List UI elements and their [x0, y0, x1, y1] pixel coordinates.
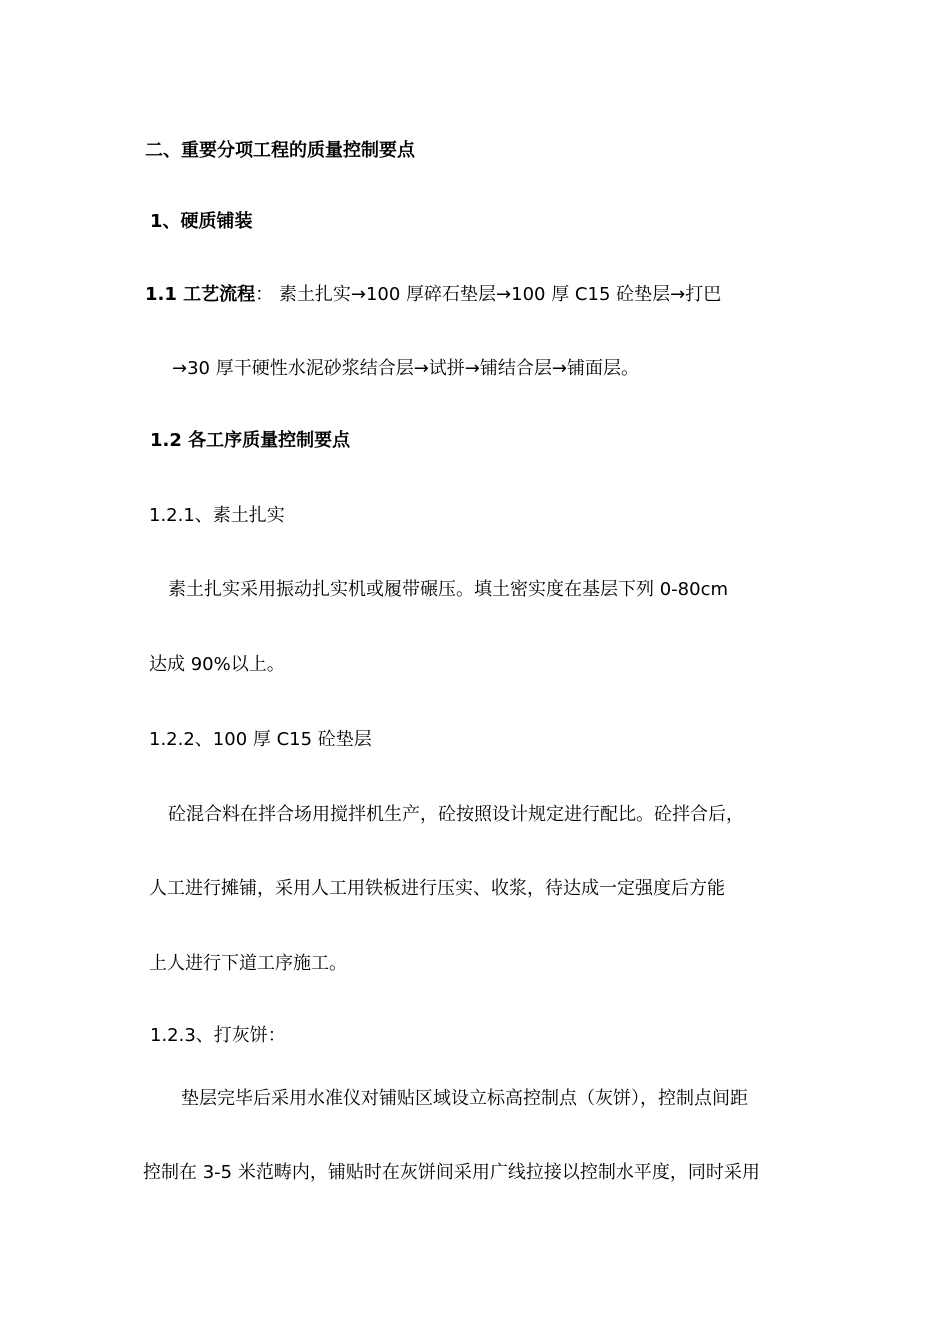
- item-1-2-2-paragraph-line: 上人进行下道工序施工。: [149, 953, 347, 974]
- process-label: 1.1 工艺流程: [145, 284, 256, 305]
- item-1-2-1-paragraph-line: 达成 90%以上。: [149, 654, 285, 675]
- process-text: 素土扎实→100 厚碎石垫层→100 厚 C15 砼垫层→打巴: [278, 284, 722, 305]
- item-1-2-3-paragraph-line: 垫层完毕后采用水准仪对铺贴区域设立标高控制点（灰饼），控制点间距: [181, 1088, 748, 1109]
- item-1-2-3-paragraph-line: 控制在 3-5 米范畴内，铺贴时在灰饼间采用广线拉接以控制水平度，同时采用: [143, 1162, 760, 1183]
- item-1-2-2-paragraph-line: 砼混合料在拌合场用搅拌机生产，砼按照设计规定进行配比。砼拌合后，: [168, 804, 744, 825]
- item-1-2-3-heading: 1.2.3、打灰饼：: [150, 1025, 286, 1046]
- process-line-1: [145, 283, 721, 307]
- item-1-2-2-paragraph-line: 人工进行摊铺，采用人工用铁板进行压实、收浆，待达成一定强度后方能: [149, 878, 725, 899]
- section-title: 二、重要分项工程的质量控制要点: [145, 140, 415, 161]
- subsection-title: 1、硬质铺装: [150, 211, 253, 232]
- process-line-2: →30 厚干硬性水泥砂浆结合层→试拼→铺结合层→铺面层。: [172, 358, 639, 379]
- quality-points-title: 1.2 各工序质量控制要点: [150, 430, 351, 451]
- item-1-2-2-heading: 1.2.2、100 厚 C15 砼垫层: [149, 729, 372, 750]
- item-1-2-1-paragraph-line: 素土扎实采用振动扎实机或履带碾压。填土密实度在基层下列 0-80cm: [168, 579, 729, 600]
- process-separator: ：: [255, 284, 274, 305]
- item-1-2-1-heading: 1.2.1、素土扎实: [149, 505, 285, 526]
